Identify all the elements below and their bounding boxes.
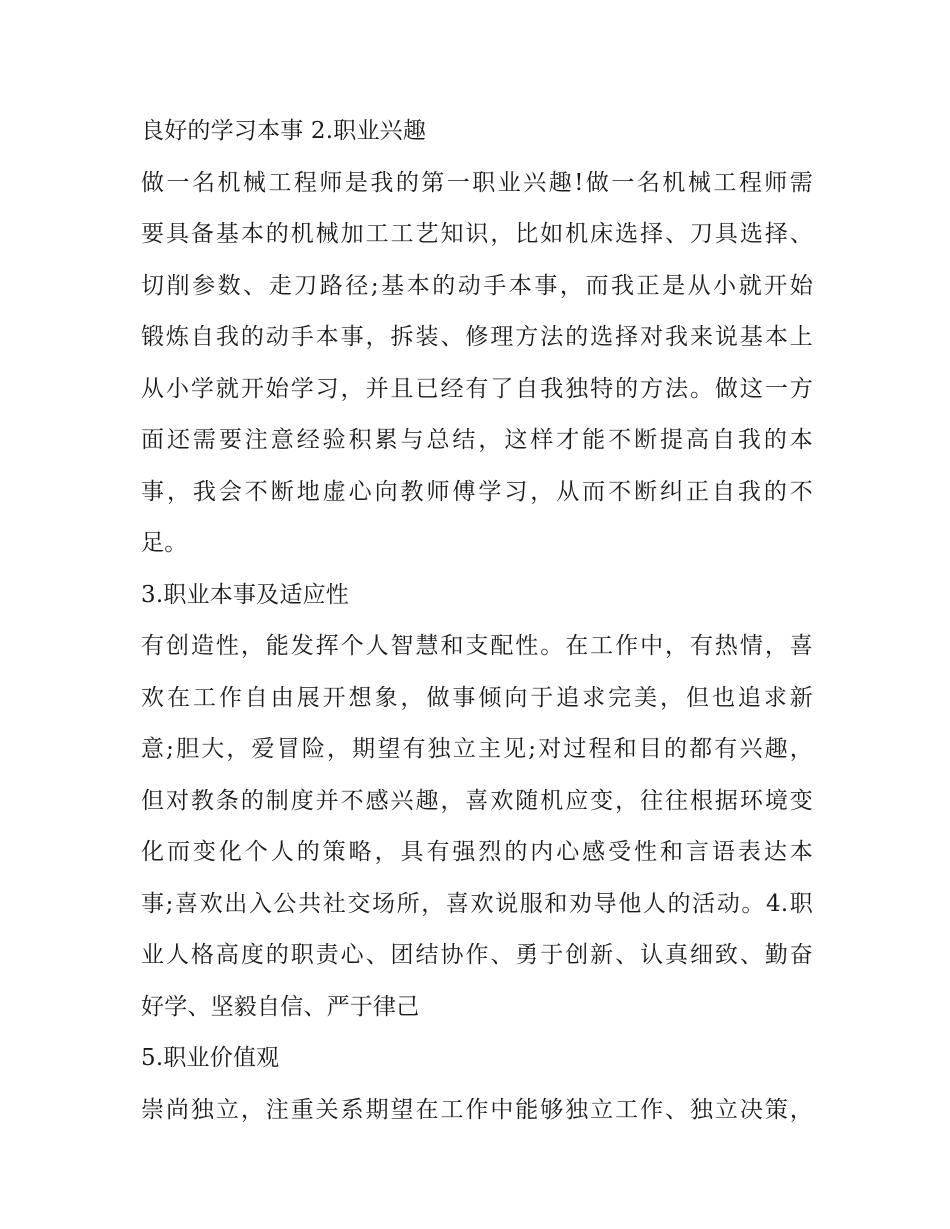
text-line-heading-interest: 良好的学习本事 2.职业兴趣 [141,118,427,144]
text-line: 锻炼自我的动手本事，拆装、修理方法的选择对我来说基本上 [141,324,813,350]
text-line: 面还需要注意经验积累与总结，这样才能不断提高自我的本 [141,427,813,453]
text-line: 好学、坚毅自信、严于律己 [141,993,420,1020]
text-line: 意;胆大，爱冒险，期望有独立主见;对过程和目的都有兴趣， [141,736,813,762]
section-heading-values: 5.职业价值观 [141,1045,280,1071]
text-line: 要具备基本的机械加工工艺知识，比如机床选择、刀具选择、 [141,221,813,247]
document-body [141,106,813,1136]
text-line: 切削参数、走刀路径;基本的动手本事，而我正是从小就开始 [141,272,813,299]
text-line: 崇尚独立，注重关系期望在工作中能够独立工作、独立决策， [141,1096,813,1123]
text-line: 但对教条的制度并不感兴趣，喜欢随机应变，往往根据环境变 [141,787,813,814]
text-line: 足。 [141,530,188,556]
text-line: 业人格高度的职责心、团结协作、勇于创新、认真细致、勤奋 [141,942,813,968]
text-line: 事，我会不断地虚心向教师傅学习，从而不断纠正自我的不 [141,478,813,505]
text-line: 有创造性，能发挥个人智慧和支配性。在工作中，有热情，喜 [141,633,813,659]
section-heading-ability: 3.职业本事及适应性 [141,581,349,608]
text-line: 从小学就开始学习，并且已经有了自我独特的方法。做这一方 [141,375,813,402]
text-line: 做一名机械工程师是我的第一职业兴趣!做一名机械工程师需 [141,169,813,196]
text-line: 事;喜欢出入公共社交场所，喜欢说服和劝导他人的活动。4.职 [141,890,813,917]
text-line: 化而变化个人的策略，具有强烈的内心感受性和言语表达本 [141,839,813,865]
text-line: 欢在工作自由展开想象，做事倾向于追求完美，但也追求新 [141,684,813,711]
